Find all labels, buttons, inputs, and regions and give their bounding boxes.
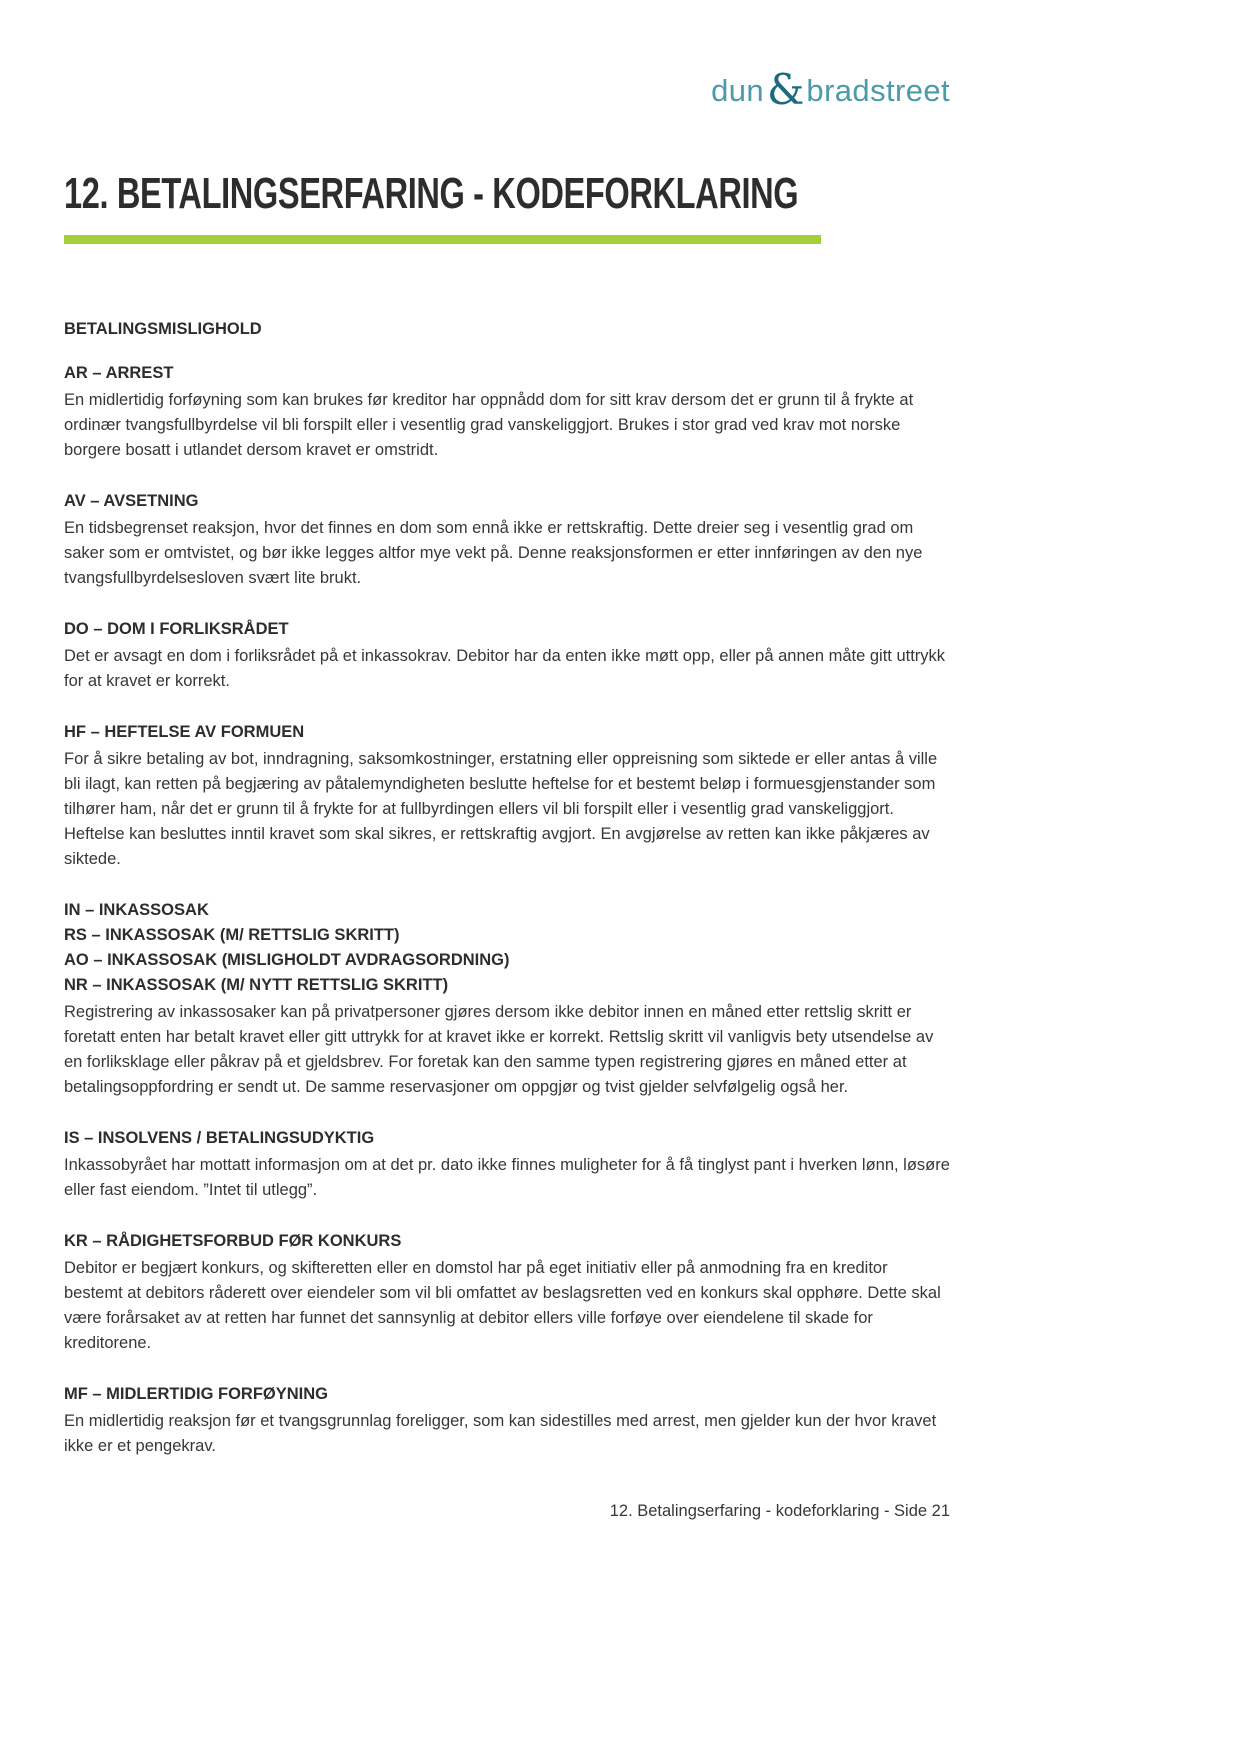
code-description: Det er avsagt en dom i forliksrådet på et inkassokrav. Debitor har da enten ikke møtt opp, eller på annen måte gitt uttrykk for at kravet er korrekt. [64,647,946,690]
code-heading: HF – HEFTELSE AV FORMUEN [64,723,305,741]
code-heading: IS – INSOLVENS / BETALINGSUDYKTIG [64,1129,375,1147]
code-entry [64,1382,950,1459]
code-description: Inkassobyrået har mottatt informasjon om at det pr. dato ikke finnes muligheter for å få tinglyst pant i hverken lønn, løsøre eller fast eiendom. ”Intet til utlegg”. [64,1156,950,1199]
code-entry [64,1229,950,1356]
code-entries [64,361,950,1459]
code-entry [64,1126,950,1203]
page-footer: 12. Betalingserfaring - kodeforklaring - Side 21 [609,1502,950,1520]
code-entry [64,361,950,463]
code-heading: MF – MIDLERTIDIG FORFØYNING [64,1385,328,1403]
code-heading: AV – AVSETNING [64,492,199,510]
code-entry [64,898,950,1100]
code-description: Registrering av inkassosaker kan på privatpersoner gjøres dersom ikke debitor innen en måned etter rettslig skritt er foretatt enten har betalt kravet eller gitt uttrykk for at kravet ikke er korrekt. Rettslig skritt vil vanligvis bety utsendelse av en forliksklage eller påkrav på et gjeldsbrev. For foretak kan den samme typen registrering gjøres en måned etter at betalingsoppfordring er sendt ut. De samme reservasjoner om oppgjør og tvist gjelder selvfølgelig også her. [64,1003,934,1096]
company-logo [64,65,950,114]
logo-text-bradstreet: bradstreet [806,73,950,108]
code-entry [64,720,950,872]
code-heading: RS – INKASSOSAK (M/ RETTSLIG SKRITT) [64,926,400,944]
code-heading: AO – INKASSOSAK (MISLIGHOLDT AVDRAGSORDNING) [64,951,510,969]
code-description: En tidsbegrenset reaksjon, hvor det finnes en dom som ennå ikke er rettskraftig. Dette dreier seg i vesentlig grad om saker som er omtvistet, og bør ikke legges altfor mye vekt på. Denne reaksjonsformen er etter innføringen av den nye tvangsfullbyrdelsesloven svært lite brukt. [64,519,923,587]
title-accent-bar [64,235,821,244]
section-header: BETALINGSMISLIGHOLD [64,320,262,338]
code-heading: KR – RÅDIGHETSFORBUD FØR KONKURS [64,1232,402,1250]
code-heading: AR – ARREST [64,364,174,382]
code-entry [64,489,950,591]
code-description: En midlertidig reaksjon før et tvangsgrunnlag foreligger, som kan sidestilles med arrest, men gjelder kun der hvor kravet ikke er et pengekrav. [64,1412,937,1455]
ampersand-icon: & [767,65,805,114]
page-title: 12. BETALINGSERFARING - KODEFORKLARING [64,169,799,218]
code-heading: IN – INKASSOSAK [64,901,209,919]
code-description: Debitor er begjært konkurs, og skifteretten eller en domstol har på eget initiativ eller på anmodning fra en kreditor bestemt at debitors råderett over eiendeler som vil bli omfattet av beslagsretten ved en konkurs skal opphøre. Dette skal være forårsaket av at retten har funnet det sannsynlig at debitor ellers ville forføye over eiendelene til skade for kreditorene. [64,1259,941,1352]
page-content [64,0,950,1485]
code-heading: NR – INKASSOSAK (M/ NYTT RETTSLIG SKRITT) [64,976,449,994]
code-description: En midlertidig forføyning som kan brukes før kreditor har oppnådd dom for sitt krav dersom det er grunn til å frykte at ordinær tvangsfullbyrdelse vil bli forspilt eller i vesentlig grad vanskeliggjort. Brukes i stor grad ved krav mot norske borgere bosatt i utlandet dersom kravet er omstridt. [64,391,914,459]
logo-text-dun: dun [711,73,765,108]
code-entry [64,617,950,694]
code-description: For å sikre betaling av bot, inndragning, saksomkostninger, erstatning eller oppreisning som siktede er eller antas å ville bli ilagt, kan retten på begjæring av påtalemyndigheten beslutte heftelse for et bestemt beløp i formuesgjenstander som tilhører ham, når det er grunn til å frykte for at fullbyrdingen ellers vil bli forspilt eller i vesentlig grad vanskeliggjort. Heftelse kan besluttes inntil kravet som skal sikres, er rettskraftig avgjort. En avgjørelse av retten kan ikke påkjæres av siktede. [64,750,938,868]
code-heading: DO – DOM I FORLIKSRÅDET [64,620,289,638]
